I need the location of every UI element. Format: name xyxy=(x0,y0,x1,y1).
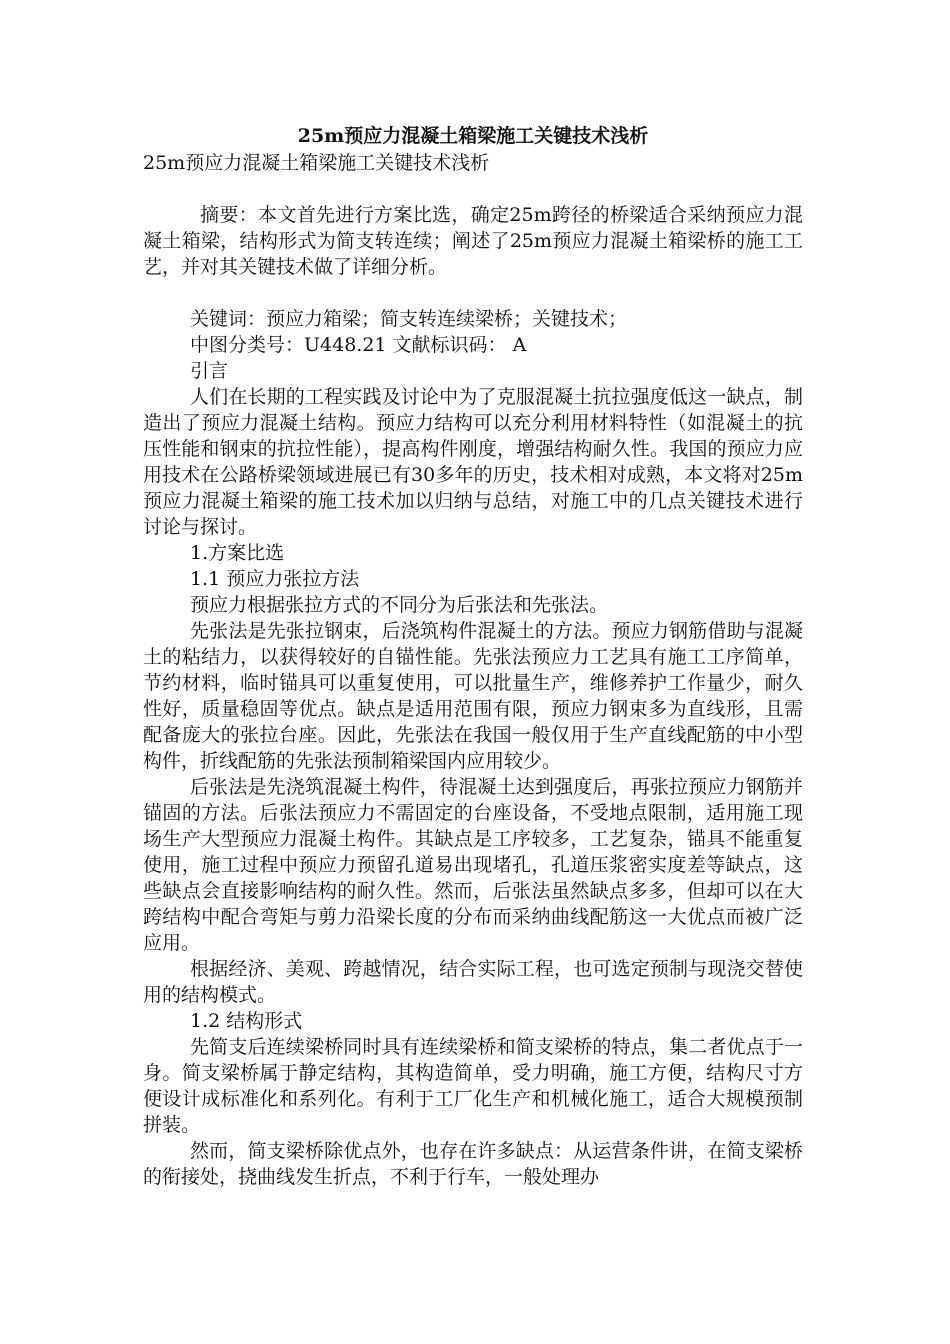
keywords-line: 关键词：预应力箱梁；简支转连续梁桥；关键技术； xyxy=(190,308,628,330)
section-1-2-heading: 1.2 结构形式 xyxy=(190,1010,303,1032)
section-1-1-paragraph-1: 预应力根据张拉方式的不同分为后张法和先张法。 xyxy=(190,594,609,616)
spacer xyxy=(143,280,803,306)
spacer xyxy=(143,176,803,202)
section-1-1-paragraph-4: 根据经济、美观、跨越情况，结合实际工程，也可选定预制与现浇交替使用的结构模式。 xyxy=(143,958,803,1006)
classification-line: 中图分类号：U448.21 文献标识码： A xyxy=(190,334,527,356)
abstract-paragraph: 摘要：本文首先进行方案比选，确定25m跨径的桥梁适合采纳预应力混凝土箱梁，结构形式为简支转连续；阐述了25m预应力混凝土箱梁桥的施工工艺，并对其关键技术做了详细分析。 xyxy=(143,204,803,278)
section-1-2-paragraph-1: 先简支后连续梁桥同时具有连续梁桥和简支梁桥的特点，集二者优点于一身。简支梁桥属于静定结构，其构造简单，受力明确，施工方便，结构尺寸方便设计成标准化和系列化。有利于工厂化生产和机械化施工，适合大规模预制拼装。 xyxy=(143,1036,803,1136)
section-1-1-paragraph-2: 先张法是先张拉钢束，后浇筑构件混凝土的方法。预应力钢筋借助与混凝土的粘结力，以获得较好的自锚性能。先张法预应力工艺具有施工工序简单，节约材料，临时锚具可以重复使用，可以批量生产，维修养护工作量少，耐久性好，质量稳固等优点。缺点是适用范围有限，预应力钢束多为直线形，且需配备庞大的张拉台座。因此，先张法在我国一般仅用于生产直线配筋的中小型构件，折线配筋的先张法预制箱梁国内应用较少。 xyxy=(143,620,803,772)
section-1-1-paragraph-3: 后张法是先浇筑混凝土构件，待混凝土达到强度后，再张拉预应力钢筋并锚固的方法。后张法预应力不需固定的台座设备，不受地点限制，适用施工现场生产大型预应力混凝土构件。其缺点是工序较多，工艺复杂，锚具不能重复使用，施工过程中预应力预留孔道易出现堵孔，孔道压浆密实度差等缺点，这些缺点会直接影响结构的耐久性。然而，后张法虽然缺点多多，但却可以在大跨结构中配合弯矩与剪力沿梁长度的分布而采纳曲线配筋这一大优点而被广泛应用。 xyxy=(143,776,803,954)
document-title: 25m预应力混凝土箱梁施工关键技术浅析 xyxy=(297,125,649,147)
section-1-heading: 1.方案比选 xyxy=(190,542,285,564)
section-1-1-heading: 1.1 预应力张拉方法 xyxy=(190,568,360,590)
intro-heading: 引言 xyxy=(190,360,229,382)
intro-paragraph: 人们在长期的工程实践及讨论中为了克服混凝土抗拉强度低这一缺点，制造出了预应力混凝土结构。预应力结构可以充分利用材料特性（如混凝土的抗压性能和钢束的抗拉性能），提高构件刚度，增强结构耐久性。我国的预应力应用技术在公路桥梁领域进展已有30多年的历史，技术相对成熟，本文将对25m预应力混凝土箱梁的施工技术加以归纳与总结，对施工中的几点关键技术进行讨论与探讨。 xyxy=(143,386,803,538)
document-subtitle: 25m预应力混凝土箱梁施工关键技术浅析 xyxy=(143,152,490,174)
section-1-2-paragraph-2: 然而，简支梁桥除优点外，也存在许多缺点：从运营条件讲，在简支梁桥的衔接处，挠曲线发生折点，不利于行车，一般处理办 xyxy=(143,1140,803,1188)
document-page xyxy=(143,122,803,1190)
